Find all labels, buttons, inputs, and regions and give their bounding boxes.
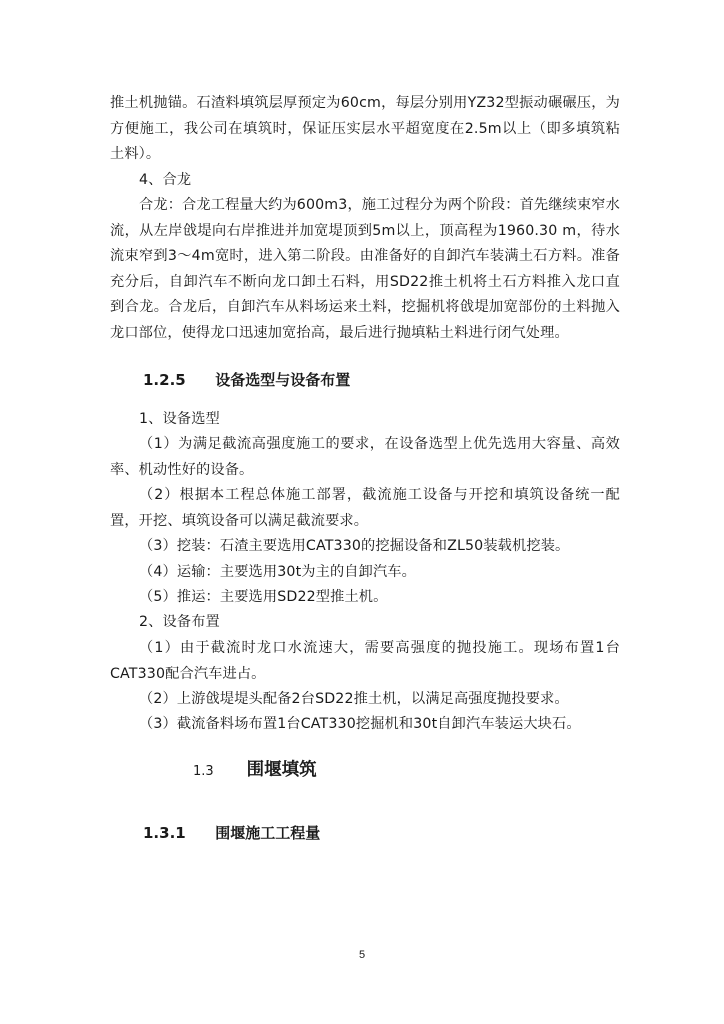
list-item: （5）推运：主要选用SD22型推土机。 — [139, 589, 388, 605]
paragraph-dumping: 推土机抛锚。石渣料填筑层厚预定为60cm，每层分别用YZ32型振动碾碾压，为方便施工，我公司在填筑时，保证压实层水平超宽度在2.5m以上（即多填筑粘土料）。 — [110, 95, 620, 162]
section-heading-1-2-5 — [143, 369, 350, 390]
subheading-closure: 4、合龙 — [139, 172, 192, 188]
section-title: 设备选型与设备布置 — [215, 371, 351, 389]
list-item: （1）由于截流时龙口水流速大，需要高强度的抛投施工。现场布置1台CAT330配合汽车进占。 — [110, 640, 620, 682]
subheading-equipment-selection: 1、设备选型 — [139, 411, 220, 427]
paragraph-closure: 合龙：合龙工程量大约为600m3，施工过程分为两个阶段：首先继续束窄水流，从左岸戗堤向右岸推进并加宽堤顶到5m以上，顶高程为1960.30 m，待水流束窄到3～4m宽时，进入第二阶段。由准备好的自卸汽车装满土石方料。准备充分后，自卸汽车不断向龙口卸土石料，用SD22推土机将土石方料推入龙口直到合龙。合龙后，自卸汽车从料场运来土料，挖掘机将戗堤加宽部份的土料抛入龙口部位，使得龙口迅速加宽抬高，最后进行抛填粘土料进行闭气处理。 — [110, 197, 620, 341]
section-heading-1-3 — [193, 756, 317, 781]
section-title: 围堰施工工程量 — [215, 824, 321, 842]
list-item: （3）截流备料场布置1台CAT330挖掘机和30t自卸汽车装运大块石。 — [139, 716, 581, 732]
list-item: （1）为满足截流高强度施工的要求，在设备选型上优先选用大容量、高效率、机动性好的设备。 — [110, 436, 620, 478]
section-number: 1.3.1 — [143, 824, 186, 842]
page-number: 5 — [358, 949, 366, 961]
section-number: 1.3 — [193, 764, 214, 779]
list-item: （2）上游戗堤堤头配备2台SD22推土机，以满足高强度抛投要求。 — [139, 691, 569, 707]
list-item: （4）运输：主要选用30t为主的自卸汽车。 — [139, 564, 416, 580]
subheading-equipment-layout: 2、设备布置 — [139, 614, 220, 630]
section-title: 围堰填筑 — [246, 760, 317, 780]
list-item: （3）挖装：石渣主要选用CAT330的挖掘设备和ZL50装载机挖装。 — [139, 538, 570, 554]
list-item: （2）根据本工程总体施工部署，截流施工设备与开挖和填筑设备统一配置，开挖、填筑设备可以满足截流要求。 — [110, 487, 620, 529]
section-number: 1.2.5 — [143, 371, 186, 389]
section-heading-1-3-1 — [143, 822, 320, 843]
